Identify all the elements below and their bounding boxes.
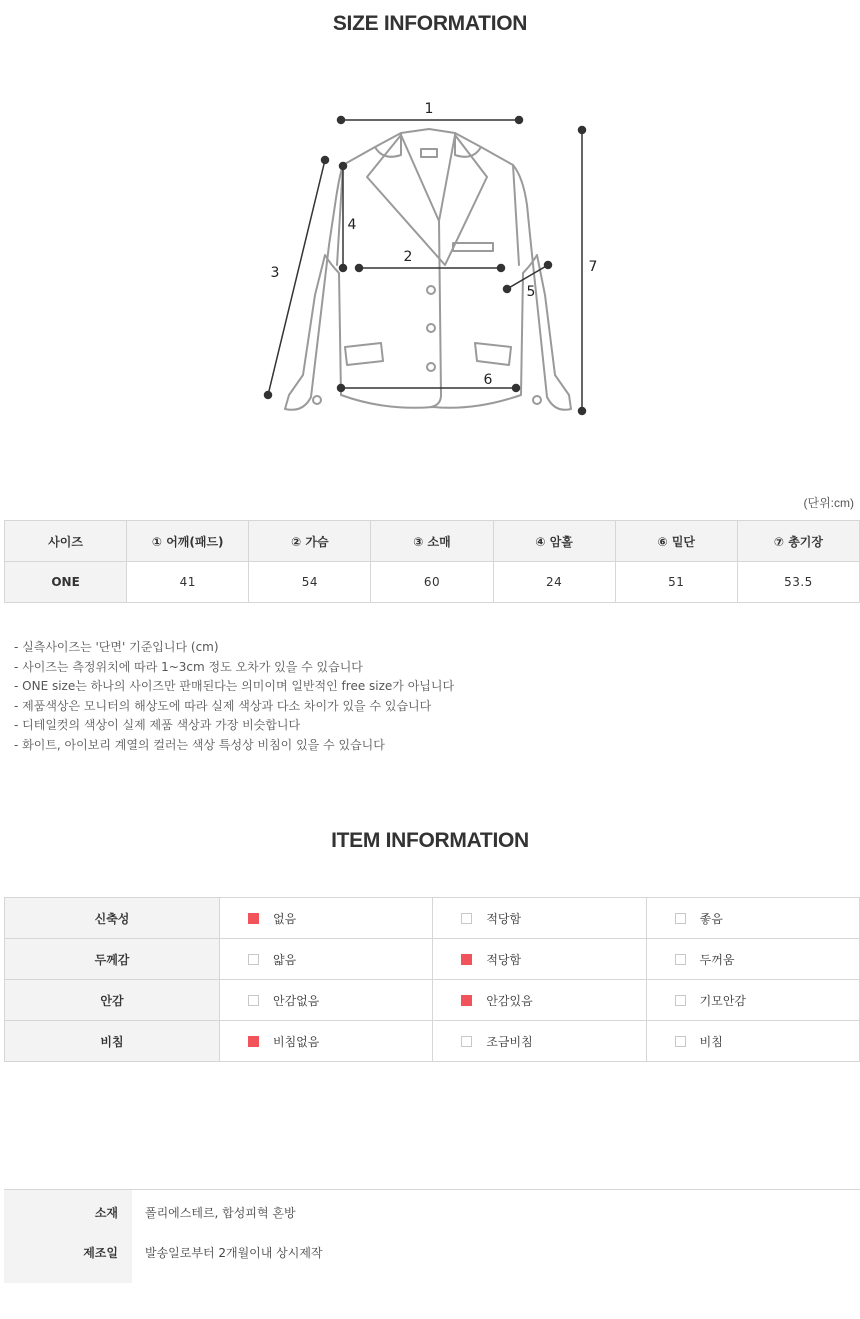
option-label: 비침	[699, 1034, 723, 1049]
diagram-label-armhole: 4	[347, 217, 357, 233]
option-label: 안감없음	[273, 993, 320, 1008]
size-value-cell: 51	[615, 562, 737, 603]
size-information-title: SIZE INFORMATION	[332, 12, 528, 35]
material-info	[4, 1189, 860, 1282]
manufacture-label: 제조일	[83, 1246, 118, 1260]
checkbox-icon	[675, 913, 686, 924]
checkbox-icon	[675, 995, 686, 1006]
checkbox-icon	[461, 913, 472, 924]
item-row-lining	[5, 980, 860, 1021]
size-note: - ONE size는 하나의 사이즈만 판매된다는 의미이며 일반적인 free size가 아닙니다	[14, 679, 455, 693]
option-label: 조금비침	[486, 1034, 533, 1049]
size-note: - 실측사이즈는 '단면' 기준입니다 (cm)	[14, 640, 219, 654]
size-table-header: ② 가슴	[249, 521, 371, 562]
item-row-label: 비침	[5, 1021, 220, 1062]
item-option	[220, 980, 433, 1021]
item-info-table	[4, 897, 860, 1062]
size-table-header: ③ 소매	[371, 521, 493, 562]
option-label: 두꺼움	[699, 952, 735, 967]
size-name-cell: ONE	[5, 562, 127, 603]
option-label: 적당함	[486, 952, 522, 967]
checkbox-icon	[248, 995, 259, 1006]
item-option	[220, 939, 433, 980]
option-label: 좋음	[699, 911, 723, 926]
option-label: 안감있음	[486, 993, 533, 1008]
size-note: - 화이트, 아이보리 계열의 컬러는 색상 특성상 비침이 있을 수 있습니다	[14, 737, 385, 752]
checkbox-icon	[461, 954, 472, 965]
item-row-label: 신축성	[5, 898, 220, 939]
checkbox-icon	[248, 1036, 259, 1047]
size-note: - 사이즈는 측정위치에 따라 1~3cm 정도 오차가 있을 수 있습니다	[14, 659, 363, 674]
size-table-row	[5, 562, 860, 603]
size-table-header: ④ 암홀	[493, 521, 615, 562]
size-table-header: 사이즈	[5, 521, 127, 562]
item-row-sheerness	[5, 1021, 860, 1062]
option-label: 적당함	[486, 911, 522, 926]
size-table	[4, 520, 860, 603]
size-table-header: ⑦ 총기장	[737, 521, 859, 562]
checkbox-icon	[248, 954, 259, 965]
size-value-cell: 60	[371, 562, 493, 603]
option-label: 기모안감	[699, 993, 747, 1008]
checkbox-icon	[461, 1036, 472, 1047]
jacket-size-diagram	[255, 95, 615, 425]
diagram-label-sleeve: 3	[270, 265, 280, 281]
option-label: 없음	[273, 911, 297, 926]
diagram-label-chest: 2	[403, 249, 413, 265]
checkbox-icon	[461, 995, 472, 1006]
item-option	[433, 898, 646, 939]
size-note: - 제품색상은 모니터의 해상도에 따라 실제 색상과 다소 차이가 있을 수 있습니다	[14, 698, 432, 713]
item-row-stretch	[5, 898, 860, 939]
diagram-label-length: 7	[588, 259, 598, 275]
size-table-header: ① 어깨(패드)	[127, 521, 249, 562]
size-value-cell: 54	[249, 562, 371, 603]
size-value-cell: 53.5	[737, 562, 859, 603]
unit-label: (단위:cm)	[803, 496, 854, 510]
item-option	[220, 1021, 433, 1062]
diagram-label-shoulder: 1	[424, 101, 434, 117]
checkbox-icon	[675, 954, 686, 965]
size-table-header: ⑥ 밑단	[615, 521, 737, 562]
size-value-cell: 24	[493, 562, 615, 603]
checkbox-icon	[248, 913, 259, 924]
fabric-value: 폴리에스테르, 합성피혁 혼방	[145, 1206, 296, 1220]
item-option	[646, 898, 859, 939]
item-option	[433, 980, 646, 1021]
item-information-title: ITEM INFORMATION	[331, 829, 529, 852]
diagram-label-hem: 6	[483, 372, 493, 388]
size-value-cell: 41	[127, 562, 249, 603]
item-option	[646, 1021, 859, 1062]
item-option	[433, 1021, 646, 1062]
item-option	[646, 939, 859, 980]
option-label: 얇음	[273, 952, 297, 967]
item-row-thickness	[5, 939, 860, 980]
manufacture-value: 발송일로부터 2개월이내 상시제작	[145, 1246, 323, 1260]
fabric-label: 소재	[94, 1206, 118, 1220]
size-table-header-row	[5, 521, 860, 562]
checkbox-icon	[675, 1036, 686, 1047]
size-note: - 디테일컷의 색상이 실제 제품 색상과 가장 비슷합니다	[14, 718, 301, 732]
item-row-label: 안감	[5, 980, 220, 1021]
item-option	[220, 898, 433, 939]
size-notes-list	[14, 638, 454, 755]
item-option	[433, 939, 646, 980]
item-option	[646, 980, 859, 1021]
option-label: 비침없음	[273, 1034, 320, 1049]
diagram-label-5: 5	[526, 284, 536, 300]
item-row-label: 두께감	[5, 939, 220, 980]
